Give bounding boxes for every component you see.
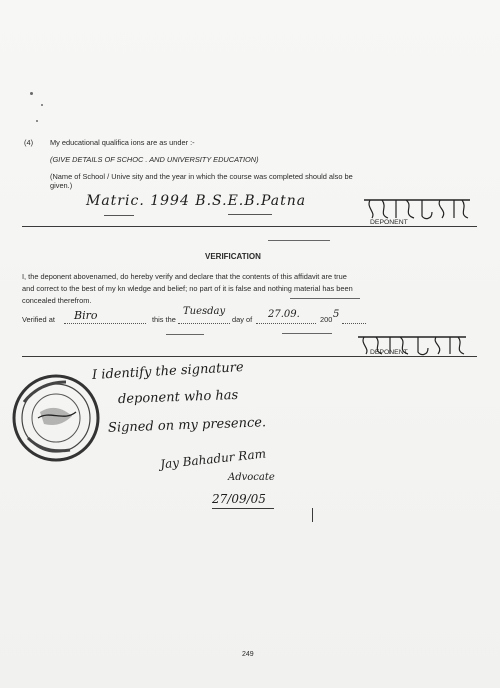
verification-para-2: and correct to the best of my kn wledge and belief; no part of it is false and nothing material has been (22, 284, 353, 293)
verification-para-1: I, the deponent abovenamed, do hereby verify and declare that the contents of this affidavit are true (22, 272, 347, 281)
qualifications-intro: My educational qualifica ions are as under :- (50, 138, 195, 147)
attestation-date: 27/09/05 (212, 492, 266, 506)
underline-stroke (104, 215, 134, 216)
dotted-blank (64, 323, 146, 324)
year-prefix: 200 (320, 315, 333, 324)
underline-stroke (290, 298, 360, 299)
qualifications-note: (Name of School / Unive sity and the year in which the course was completed should also be (50, 172, 353, 181)
dotted-blank (342, 323, 366, 324)
attestation-line-3: Signed on my presence. (107, 415, 267, 436)
day-of-label: day of (232, 315, 253, 324)
speck (41, 104, 43, 106)
stray-mark (312, 508, 313, 522)
underline-stroke (282, 333, 332, 334)
attestation-line-2: deponent who has (117, 387, 239, 408)
deponent-label: DEPONENT (370, 349, 408, 356)
deponent-label: DEPONENT (370, 219, 408, 226)
qualifications-instruction: (GIVE DETAILS OF SCHOC . AND UNIVERSITY EDUCATION) (50, 155, 259, 164)
section-number: (4) (24, 138, 34, 147)
underline-stroke (228, 214, 272, 215)
speck (30, 92, 33, 95)
year-value: 5 (333, 309, 340, 320)
qualifications-note-cont: given.) (50, 181, 73, 190)
underline-stroke (166, 334, 204, 335)
day-of-value: 27.09. (268, 309, 300, 320)
verified-at-label: Verified at (22, 315, 55, 324)
this-the-value: Tuesday (183, 306, 226, 317)
dotted-blank (178, 323, 230, 324)
handwritten-qualification: Matric. 1994 B.S.E.B.Patna (86, 193, 307, 209)
notary-seal (10, 372, 102, 469)
underline-stroke (212, 508, 274, 509)
attestation-line-1: I identify the signature (91, 360, 244, 383)
separator-line (22, 226, 477, 227)
attestation-line-5: Advocate (228, 472, 275, 483)
verified-at-value: Biro (74, 309, 98, 322)
verification-para-3: concealed therefrom. (22, 296, 92, 305)
page-number: 249 (242, 651, 254, 658)
this-the-label: this the (152, 315, 176, 324)
verification-heading: VERIFICATION (205, 252, 261, 261)
separator-line (22, 356, 477, 357)
speck (36, 120, 38, 122)
attestation-line-4: Jay Bahadur Ram (159, 446, 267, 472)
dotted-blank (256, 323, 316, 324)
heading-mark (268, 240, 330, 241)
